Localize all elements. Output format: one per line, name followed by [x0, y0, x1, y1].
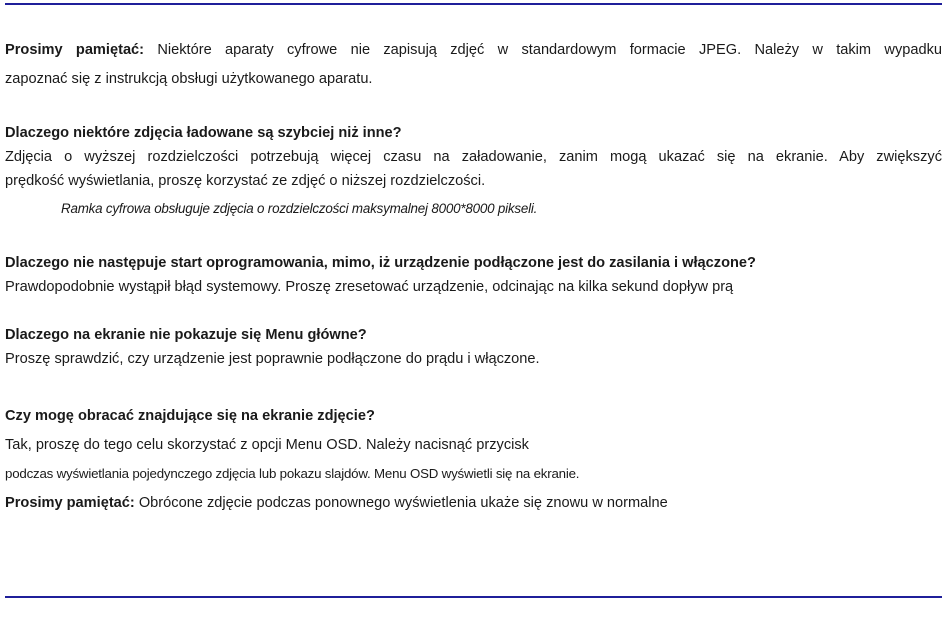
faq2-question: Dlaczego nie następuje start oprogramowania, mimo, iż urządzenie podłączone jest do zasilania i włączone?	[5, 255, 756, 271]
note1-label: Prosimy pamiętać:	[5, 42, 145, 58]
bottom-rule	[5, 596, 942, 598]
note1-text-line2: zapoznać się z instrukcją obsługi użytkowanego aparatu.	[5, 71, 373, 87]
faq1-answer-line2: prędkość wyświetlania, proszę korzystać ze zdjęć o niższej rozdzielczości.	[5, 173, 486, 189]
faq3-answer: Proszę sprawdzić, czy urządzenie jest poprawnie podłączone do prądu i włączone.	[5, 351, 540, 367]
faq4-note-label: Prosimy pamiętać:	[5, 495, 135, 511]
faq4-answer-line1: Tak, proszę do tego celu skorzystać z opcji Menu OSD. Należy nacisnąć przycisk	[5, 437, 529, 453]
faq4-note-text: Obrócone zdjęcie podczas ponownego wyświetlenia ukaże się znowu w normalne	[134, 495, 668, 511]
faq1-answer-line1: Zdjęcia o wyższej rozdzielczości potrzebują więcej czasu na załadowanie, zanim mogą ukazać się na ekranie. Aby zwiększyć	[5, 149, 942, 165]
faq1-remark: Ramka cyfrowa obsługuje zdjęcia o rozdzielczości maksymalnej 8000*8000 pikseli.	[61, 201, 538, 216]
faq2-answer: Prawdopodobnie wystąpił błąd systemowy. Proszę zresetować urządzenie, odcinając na kilka sekund dopływ prą	[5, 279, 734, 295]
faq3-question: Dlaczego na ekranie nie pokazuje się Menu główne?	[5, 327, 367, 343]
top-rule	[5, 3, 942, 5]
faq4-answer-line2: podczas wyświetlania pojedynczego zdjęcia lub pokazu slajdów. Menu OSD wyświetli się na ekranie.	[5, 466, 580, 481]
faq4-question: Czy mogę obracać znajdujące się na ekranie zdjęcie?	[5, 408, 375, 424]
faq4-note	[5, 494, 942, 512]
note1-text-line1: Niektóre aparaty cyfrowe nie zapisują zdjęć w standardowym formacie JPEG. Należy w takim wypadku	[144, 42, 942, 58]
note1-line1	[5, 41, 942, 59]
faq1-question: Dlaczego niektóre zdjęcia ładowane są szybciej niż inne?	[5, 125, 402, 141]
